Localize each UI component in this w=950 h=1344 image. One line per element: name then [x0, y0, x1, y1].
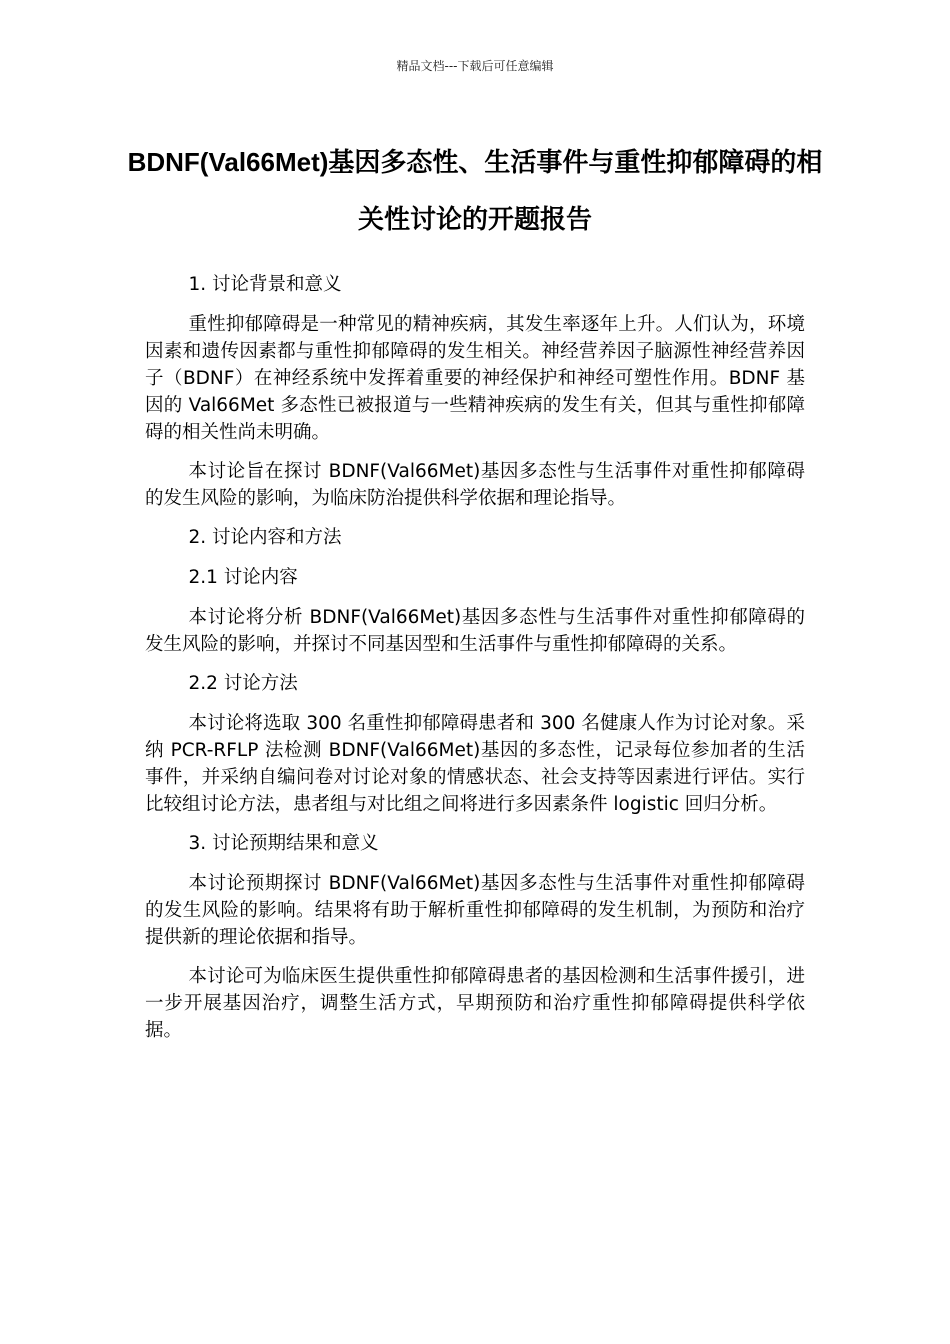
- subsection-heading: 2.1 讨论内容: [188, 567, 298, 588]
- page-header-note: 精品文档---下载后可任意编辑: [396, 59, 554, 73]
- section-heading: 2. 讨论内容和方法: [188, 527, 342, 548]
- body-paragraph: 本讨论旨在探讨 BDNF(Val66Met)基因多态性与生活事件对重性抑郁障碍的发生风险的影响，为临床防治提供科学依据和理论指导。: [145, 461, 805, 509]
- document-body: [145, 271, 805, 1056]
- body-paragraph: 本讨论可为临床医生提供重性抑郁障碍患者的基因检测和生活事件援引，进一步开展基因治疗，调整生活方式，早期预防和治疗重性抑郁障碍提供科学依据。: [145, 966, 805, 1041]
- section-heading: 3. 讨论预期结果和意义: [188, 833, 379, 854]
- body-paragraph: 重性抑郁障碍是一种常见的精神疾病，其发生率逐年上升。人们认为，环境因素和遗传因素都与重性抑郁障碍的发生相关。神经营养因子脑源性神经营养因子（BDNF）在神经系统中发挥着重要的神经保护和神经可塑性作用。BDNF 基因的 Val66Met 多态性已被报道与一些精神疾病的发生有关，但其与重性抑郁障碍的相关性尚未明确。: [145, 314, 805, 443]
- body-paragraph: 本讨论预期探讨 BDNF(Val66Met)基因多态性与生活事件对重性抑郁障碍的发生风险的影响。结果将有助于解析重性抑郁障碍的发生机制，为预防和治疗提供新的理论依据和指导。: [145, 873, 805, 948]
- subsection-heading: 2.2 讨论方法: [188, 673, 298, 694]
- section-heading: 1. 讨论背景和意义: [188, 274, 342, 295]
- body-paragraph: 本讨论将选取 300 名重性抑郁障碍患者和 300 名健康人作为讨论对象。采纳 PCR-RFLP 法检测 BDNF(Val66Met)基因的多态性，记录每位参加者的生活事件，并采纳自编问卷对讨论对象的情感状态、社会支持等因素进行评估。实行比较组讨论方法，患者组与对比组之间将进行多因素条件 logistic 回归分析。: [145, 713, 805, 815]
- body-paragraph: 本讨论将分析 BDNF(Val66Met)基因多态性与生活事件对重性抑郁障碍的发生风险的影响，并探讨不同基因型和生活事件与重性抑郁障碍的关系。: [145, 607, 805, 655]
- document-title: BDNF(Val66Met)基因多态性、生活事件与重性抑郁障碍的相关性讨论的开题报告: [127, 147, 823, 234]
